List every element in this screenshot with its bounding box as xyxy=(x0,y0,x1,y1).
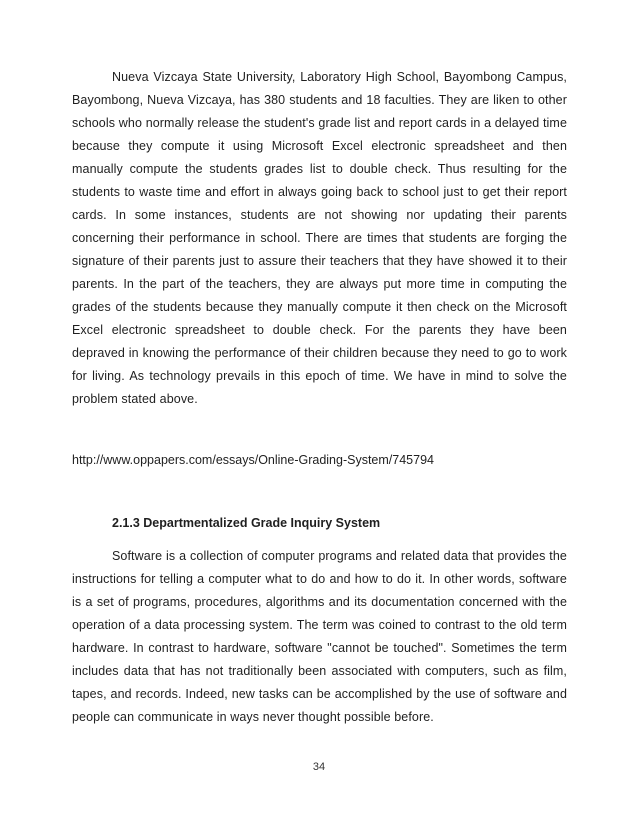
source-url-text: http://www.oppapers.com/essays/Online-Grading-System/745794 xyxy=(72,453,434,467)
body-paragraph-1: Nueva Vizcaya State University, Laboratory High School, Bayombong Campus, Bayombong, Nueva Vizcaya, has 380 students and 18 faculties. They are liken to other schools who normally release the student's grade list and report cards in a delayed time because they compute it using Microsoft Excel electronic spreadsheet and then manually compute the students grades list to double check. Thus resulting for the students to waste time and effort in always going back to school just to get their report cards. In some instances, students are not showing nor updating their parents concerning their performance in school. There are times that students are forging the signature of their parents just to assure their teachers that they have showed it to their parents. In the part of the teachers, they are always put more time in computing the grades of the students because they manually compute it then check on the Microsoft Excel electronic spreadsheet to double check. For the parents they have been depraved in knowing the performance of their children because they need to go to work for living. As technology prevails in this epoch of time. We have in mind to solve the problem stated above. xyxy=(72,70,567,406)
section-heading: 2.1.3 Departmentalized Grade Inquiry System xyxy=(112,516,381,530)
body-paragraph-2: Software is a collection of computer programs and related data that provides the instructions for telling a computer what to do and how to do it. In other words, software is a set of programs, procedures, algorithms and its documentation concerned with the operation of a data processing system. The term was coined to contrast to the old term hardware. In contrast to hardware, software "cannot be touched". Sometimes the term includes data that has not traditionally been associated with computers, such as film, tapes, and records. Indeed, new tasks can be accomplished by the use of software and people can communicate in ways never thought possible before. xyxy=(72,549,567,724)
page-number: 34 xyxy=(312,761,326,773)
